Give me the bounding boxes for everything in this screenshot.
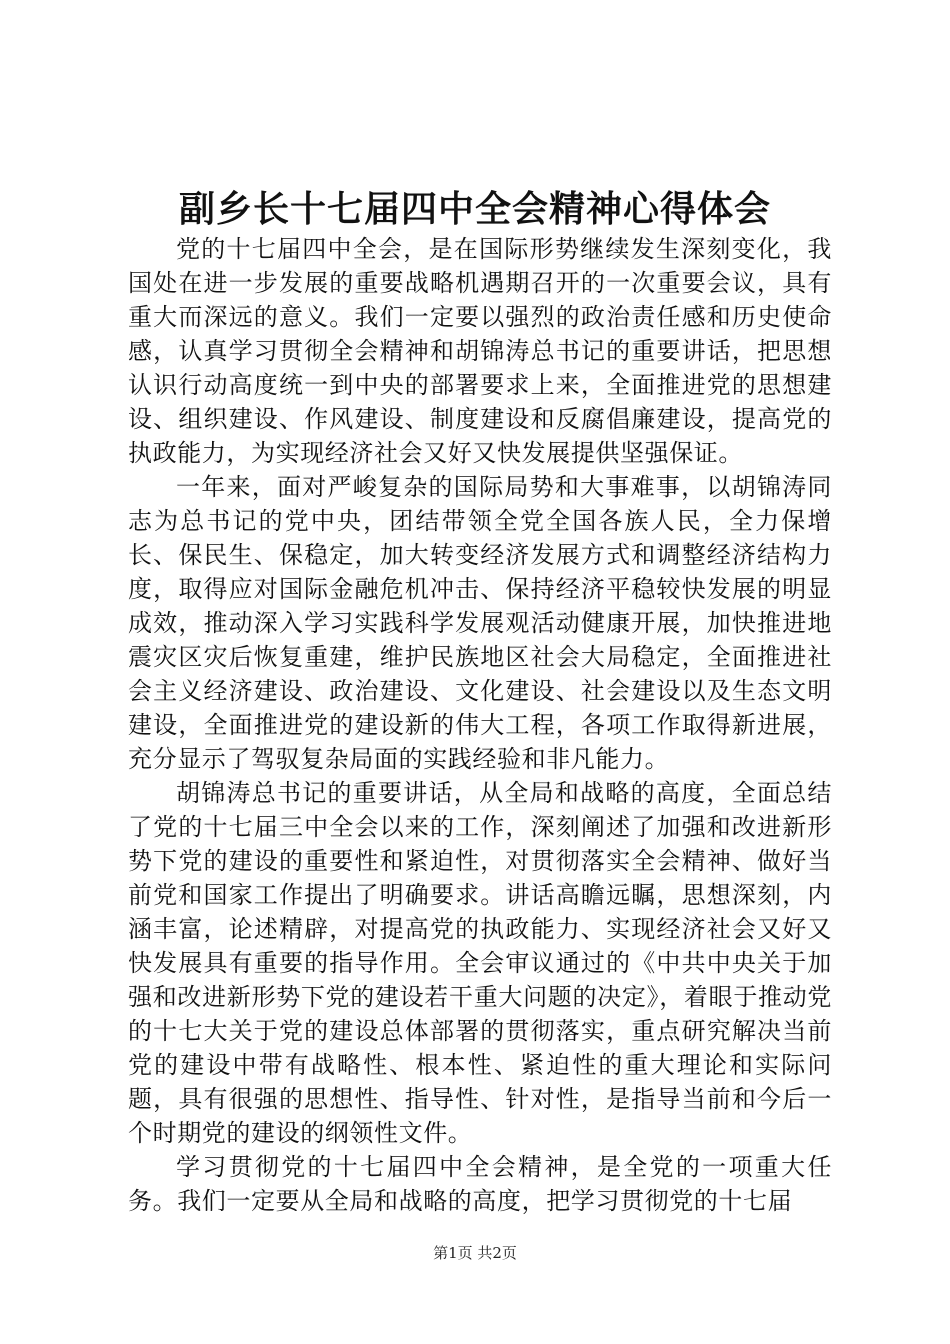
page-footer <box>0 1243 950 1263</box>
paragraph-2: 一年来，面对严峻复杂的国际局势和大事难事，以胡锦涛同志为总书记的党中央，团结带领全党全国各族人民，全力保增长、保民生、保稳定，加大转变经济发展方式和调整经济结构力度，取得应对国际金融危机冲击、保持经济平稳较快发展的明显成效，推动深入学习实践科学发展观活动健康开展，加快推进地震灾区灾后恢复重建，维护民族地区社会大局稳定，全面推进社会主义经济建设、政治建设、文化建设、社会建设以及生态文明建设，全面推进党的建设新的伟大工程，各项工作取得新进展，充分显示了驾驭复杂局面的实践经验和非凡能力。 <box>128 473 832 773</box>
paragraph-3: 胡锦涛总书记的重要讲话，从全局和战略的高度，全面总结了党的十七届三中全会以来的工作，深刻阐述了加强和改进新形势下党的建设的重要性和紧迫性，对贯彻落实全会精神、做好当前党和国家工作提出了明确要求。讲话高瞻远瞩，思想深刻，内涵丰富，论述精辟，对提高党的执政能力、实现经济社会又好又快发展具有重要的指导作用。全会审议通过的《中共中央关于加强和改进新形势下党的建设若干重大问题的决定》，着眼于推动党的十七大关于党的建设总体部署的贯彻落实，重点研究解决当前党的建设中带有战略性、根本性、紧迫性的重大理论和实际问题，具有很强的思想性、指导性、针对性，是指导当前和今后一个时期党的建设的纲领性文件。 <box>128 779 832 1147</box>
document-body <box>128 232 832 1218</box>
document-title: 副乡长十七届四中全会精神心得体会 <box>178 188 771 230</box>
paragraph-4: 学习贯彻党的十七届四中全会精神，是全党的一项重大任务。我们一定要从全局和战略的高度，把学习贯彻党的十七届 <box>128 1153 832 1215</box>
page-indicator: 第1页 共2页 <box>433 1244 517 1262</box>
paragraph-1: 党的十七届四中全会，是在国际形势继续发生深刻变化，我国处在进一步发展的重要战略机遇期召开的一次重要会议，具有重大而深远的意义。我们一定要以强烈的政治责任感和历史使命感，认真学习贯彻全会精神和胡锦涛总书记的重要讲话，把思想认识行动高度统一到中央的部署要求上来，全面推进党的思想建设、组织建设、作风建设、制度建设和反腐倡廉建设，提高党的执政能力，为实现经济社会又好又快发展提供坚强保证。 <box>128 235 832 467</box>
